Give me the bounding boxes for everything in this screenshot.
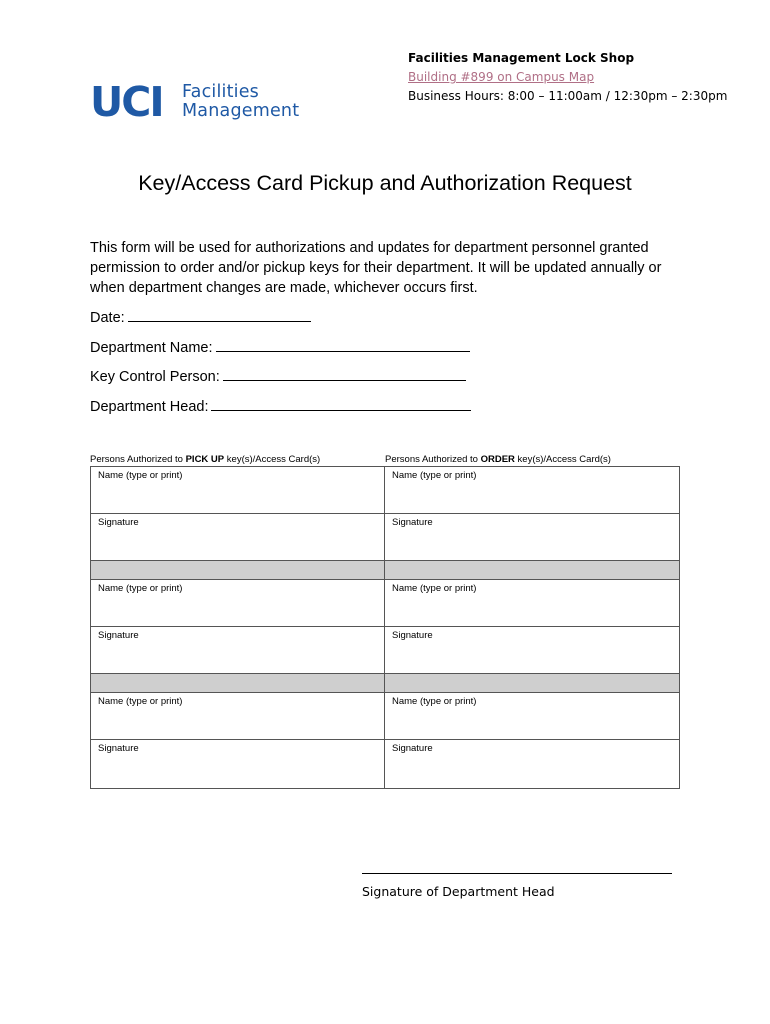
date-label: Date:: [90, 310, 125, 326]
pickup-signature-cell-3[interactable]: Signature: [90, 739, 385, 789]
department-name-blank[interactable]: [216, 338, 470, 352]
pickup-name-cell-3[interactable]: Name (type or print): [90, 692, 385, 740]
department-name-field[interactable]: [90, 338, 470, 357]
department-head-signature-label: Signature of Department Head: [362, 884, 555, 899]
key-control-person-blank[interactable]: [223, 367, 466, 381]
pickup-name-cell-1[interactable]: Name (type or print): [90, 466, 385, 514]
business-hours: Business Hours: 8:00 – 11:00am / 12:30pm – 2:30pm: [408, 89, 728, 103]
order-name-cell-3[interactable]: Name (type or print): [384, 692, 680, 740]
department-head-label: Department Head:: [90, 399, 209, 415]
key-control-person-field[interactable]: [90, 367, 466, 386]
lock-shop-header: [408, 49, 727, 106]
order-signature-cell-3[interactable]: Signature: [384, 739, 680, 789]
department-head-blank[interactable]: [211, 397, 471, 411]
department-head-field[interactable]: [90, 397, 471, 416]
pickup-name-cell-2[interactable]: Name (type or print): [90, 579, 385, 627]
logo-uci-text: UCI: [90, 78, 163, 126]
department-head-signature-line[interactable]: [362, 873, 672, 874]
separator-row-2: [90, 673, 385, 693]
logo-line2: Management: [182, 101, 300, 121]
form-title: Key/Access Card Pickup and Authorization Request: [138, 171, 632, 195]
separator-row-2-right: [384, 673, 680, 693]
order-signature-cell-1[interactable]: Signature: [384, 513, 680, 561]
date-blank[interactable]: [128, 308, 311, 322]
lock-shop-title: Facilities Management Lock Shop: [408, 51, 635, 65]
logo-line1: Facilities: [182, 82, 259, 102]
separator-row-1: [90, 560, 385, 580]
order-name-cell-2[interactable]: Name (type or print): [384, 579, 680, 627]
order-signature-cell-2[interactable]: Signature: [384, 626, 680, 674]
intro-paragraph: This form will be used for authorizations and updates for department personnel granted permission to order and/or pickup keys for their department. It will be updated annually or when department changes are made, whichever occurs first.: [90, 240, 662, 296]
order-column-heading: Persons Authorized to ORDER key(s)/Access Card(s): [385, 454, 611, 465]
order-name-cell-1[interactable]: Name (type or print): [384, 466, 680, 514]
separator-row-1-right: [384, 560, 680, 580]
pickup-column-heading: Persons Authorized to PICK UP key(s)/Access Card(s): [90, 454, 321, 465]
uci-facilities-logo: [90, 80, 300, 124]
date-field[interactable]: [90, 308, 311, 327]
department-name-label: Department Name:: [90, 340, 213, 356]
campus-map-link[interactable]: Building #899 on Campus Map: [408, 70, 595, 84]
pickup-signature-cell-1[interactable]: Signature: [90, 513, 385, 561]
key-control-person-label: Key Control Person:: [90, 369, 220, 385]
pickup-signature-cell-2[interactable]: Signature: [90, 626, 385, 674]
